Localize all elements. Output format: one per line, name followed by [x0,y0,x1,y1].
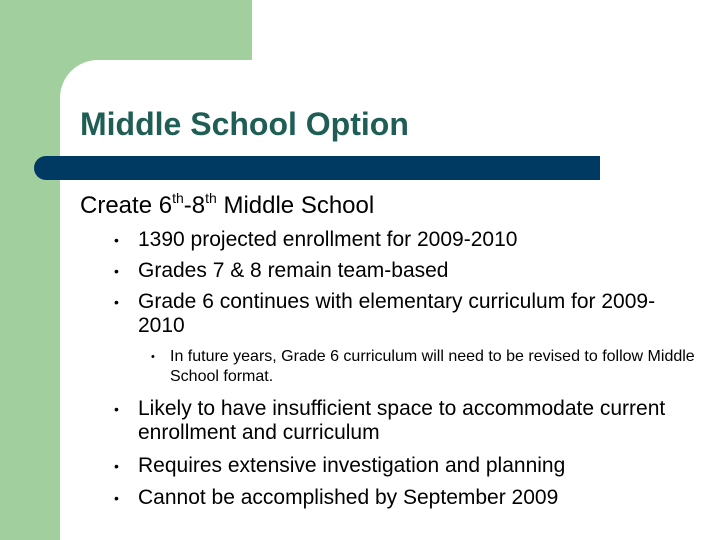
bullet-item [114,486,693,510]
bullet-item [114,454,693,478]
subtitle-text-3: Middle School [216,192,375,219]
bullet-item [114,228,693,252]
bullet-text: 1390 projected enrollment for 2009-2010 [138,228,518,251]
slide-title: Middle School Option [80,106,409,142]
subtitle-text-2: -8 [183,192,206,219]
bullet-dot: • [114,458,119,474]
bullet-dot: • [114,401,119,417]
bullet-dot: • [114,232,119,248]
bullet-item [114,259,693,283]
bullet-dot: • [114,490,119,506]
bullet-item [114,290,698,338]
bullet-dot: • [114,263,119,279]
sub-bullet-text: In future years, Grade 6 curriculum will need to be revised to follow Middle School format. [170,348,695,385]
bullet-text: Likely to have insufficient space to accommodate current enrollment and curriculum [138,397,666,444]
subtitle-sup-2: th [205,190,217,206]
subtitle-text-1: Create 6 [80,192,173,219]
bullet-text: Grades 7 & 8 remain team-based [138,259,449,282]
bullet-text: Grade 6 continues with elementary curriculum for 2009-2010 [138,290,656,337]
subtitle-sup-1: th [172,190,184,206]
bullet-text: Requires extensive investigation and planning [138,454,566,477]
sub-bullet-item [151,347,700,387]
bullet-text: Cannot be accomplished by September 2009 [138,486,559,509]
bullet-dot: • [114,294,119,310]
bullet-item [114,397,678,445]
sub-bullet-dot: • [151,351,155,363]
